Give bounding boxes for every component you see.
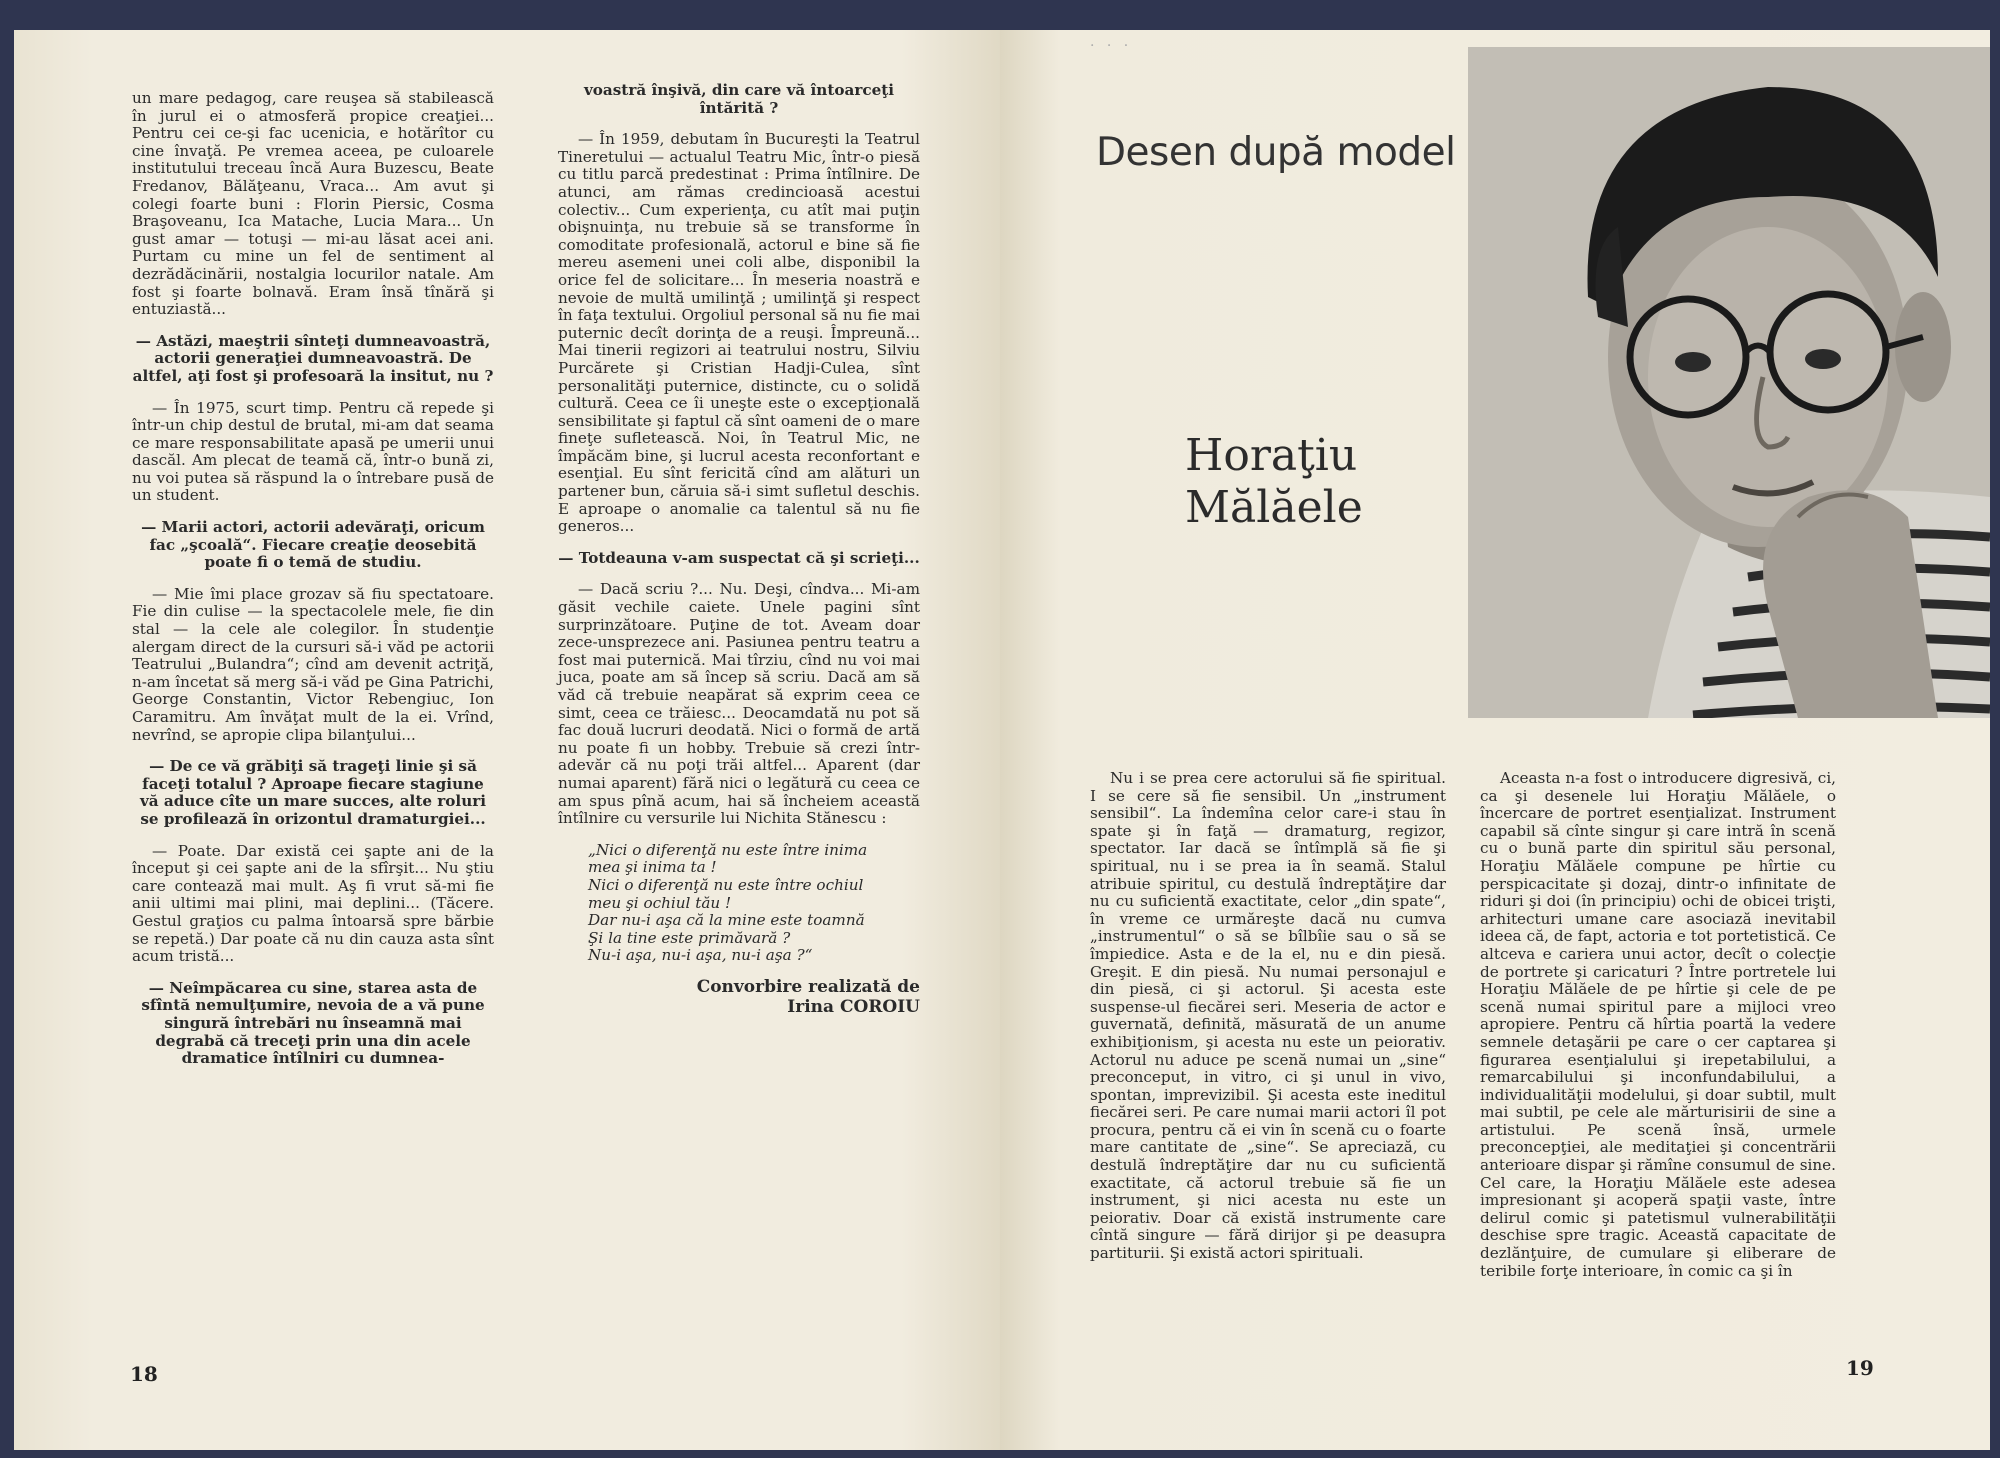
right-column-1	[1090, 770, 1446, 1263]
page-number-left: 18	[130, 1362, 158, 1386]
interview-question: — Totdeauna v-am suspectat că şi scrieţi...	[558, 548, 920, 567]
interview-answer: — Dacă scriu ?... Nu. Deşi, cîndva... Mi-am găsit vechile caiete. Unele pagini sînt surprinzătoare. Puţine de tot. Aveam doar zece-unsprezece ani. Pasiunea pentru teatru a fost mai puternică. Mai tîrziu, cînd nu voi mai juca, poate am să încep să scriu. Dacă am să văd că trebuie neapărat să exprim ceea ce simt, ceea ce trăiesc... Deocamdată nu pot să fac două lucruri deodată. Nici o formă de artă nu poate fi un hobby. Trebuie să crezi într-adevăr că nu poţi trăi altfel... Aparent (dar numai aparent) fără nici o legătură cu ceea ce am spus pînă acum, hai să încheiem această întîlnire cu versurile lui Nichita Stănescu :	[558, 580, 920, 828]
poem-line: „Nici o diferenţă nu este între inima	[588, 840, 868, 859]
interview-answer: — În 1959, debutam în Bucureşti la Teatrul Tineretului — actualul Teatru Mic, într-o piesă cu titlu parcă predestinat : Prima întîlnire. De atunci, am rămas credincioasă acestui colectiv... Cum experienţa, cu atît mai puţin obişnuinţa, nu trebuie să se transforme în comoditate profesională, actorul e bine să fie mereu asemeni unei coli albe, disponibil la orice fel de solicitare... În meseria noastră e nevoie de multă umilinţă ; umilinţă şi respect în faţa textului. Orgoliul personal să nu fie mai puternic decît dorinţa de a reuşi. Împreună... Mai tinerii regizori ai teatrului nostru, Silviu Purcărete şi Cristian Hadji-Culea, sînt personalităţi puternice, distincte, cu o solidă cultură. Ceea ce îi uneşte este o excepţională sensibilitate şi faptul că sînt oameni de o mare fineţe sufletească. Noi, în Teatrul Mic, ne împăcăm bine, şi lucrul acesta reconfortant e esenţial. Eu sînt fericită cînd am alături un partener bun, căruia să-i simt sufletul deschis. E aproape o anomalie ca talentul să nu fie generos...	[558, 130, 920, 536]
interview-question: — Marii actori, actorii adevăraţi, oricum fac „şcoală“. Fiecare creaţie deosebită poate fi o temă de studiu.	[141, 518, 485, 572]
poem-line: Nu-i aşa, nu-i aşa, nu-i aşa ?“	[588, 946, 813, 965]
article-heading: Desen după model	[1096, 130, 1456, 175]
right-column-2	[1480, 770, 1836, 1280]
interview-answer: — În 1975, scurt timp. Pentru că repede şi într-un chip destul de brutal, mi-am dat seama ce mare responsabilitate apasă pe umerii unui dascăl. Am plecat de teamă că, într-o bună zi, nu voi putea să răspund la o întrebare pusă de un student.	[132, 398, 494, 505]
portrait-image	[1468, 47, 1990, 718]
left-column-2	[558, 82, 920, 1017]
interview-question: voastră înşivă, din care vă întoarceţi întărită ?	[583, 81, 895, 117]
interview-answer: — Poate. Dar există cei şapte ani de la început şi cei şapte ani de la sfîrşit... Nu ştiu care contează mai mult. Aş fi vrut să-mi fie anii ultimi mai plini, mai deplini... (Tăcere. Gestul graţios cu palma întoarsă spre bărbie se repetă.) Dar poate că nu din cauza asta sînt acum tristă...	[132, 841, 494, 966]
interview-answer: — Mie îmi place grozav să fiu spectatoare. Fie din culise — la spectacolele mele, fie din stal — la cele ale colegilor. În studenţie alergam direct de la cursuri să-i văd pe actorii Teatrului „Bulandra“; cînd am devenit actriţă, n-am încetat să merg să-i văd pe Gina Patrichi, George Constantin, Victor Rebengiuc, Ion Caramitru. Am învăţat mult de la ei. Vrînd, nevrînd, se apropie clipa bilanţului...	[132, 584, 494, 744]
right-page	[1000, 30, 1990, 1450]
left-column-1	[132, 90, 494, 1082]
signature-author: Irina COROIU	[787, 996, 920, 1017]
poem-line: Dar nu-i aşa că la mine este toamnă	[588, 911, 865, 930]
signature-line: Convorbire realizată de	[696, 976, 920, 997]
interview-question: — De ce vă grăbiţi să trageţi linie şi să faceţi totalul ? Aproape fiecare stagiune vă aduce cîte un mare succes, alte roluri se profilează în orizontul dramaturgiei...	[139, 757, 487, 828]
artist-name: Horaţiu Mălăele	[1185, 430, 1363, 533]
faint-print-mark: · · ·	[1090, 38, 1133, 54]
poem-line: mea şi inima ta !	[588, 858, 717, 877]
poem-line: Şi la tine este primăvară ?	[588, 928, 791, 947]
interview-question: — Astăzi, maeştrii sînteţi dumneavoastră, actorii generaţiei dumneavoastră. De altfel, aţi fost şi profesoară la insitut, nu ?	[132, 331, 494, 385]
essay-paragraph: Nu i se prea cere actorului să fie spiritual. I se cere să fie sensibil. Un „instrument sensibil“. La îndemîna celor care-i stau în spate şi în faţă — dramaturg, regizor, spectator. Iar dacă se întîmplă să fie şi spiritual, nu i se prea ia în seamă. Stalul atribuie spiritul, cu destulă îndreptăţire dar nu cu suficientă exactitate, celor „din spate“, în vreme ce urmăreşte dacă nu cumva „instrumentul“ o să se bîlbîie sau o să se împiedice. Asta e de la el, nu e din piesă. Greşit. E din piesă. Nu numai personajul e din piesă, ci şi actorul. Şi acesta este suspense-ul fiecărei seri. Meseria de actor e guvernată, definită, măsurată de un anume exhibiţionism, şi acesta nu este un peiorativ. Actorul nu aduce pe scenă numai un „sine“ preconceput, in vitro, ci şi unul in vivo, spontan, imprevizibil. Şi acesta este ineditul fiecărei seri. Pe care numai marii actori îl pot procura, pentru că ei vin în scenă cu o foarte mare cantitate de „sine“. Se apreciază, cu destulă îndreptăţire dar nu cu suficientă exactitate, că actorul trebuie să fie un instrument, şi nici acesta nu este un peiorativ. Doar că există instrumente care cîntă singure — fără dirijor şi pe deasupra partiturii. Şi există actori spirituali.	[1090, 769, 1446, 1263]
interview-question: — Neîmpăcarea cu sine, starea asta de sfîntă nemulţumire, nevoia de a vă pune singură întrebări nu înseamnă mai degrabă că treceţi prin una din acele dramatice întîlniri cu dumnea-	[141, 978, 485, 1068]
left-page	[14, 30, 1000, 1450]
interview-signature	[558, 977, 920, 1017]
poem-line: Nici o diferenţă nu este între ochiul	[588, 875, 864, 894]
poem-line: meu şi ochiul tău !	[588, 893, 732, 912]
interview-answer: un mare pedagog, care reuşea să stabilească în jurul ei o atmosferă propice creaţiei... Pentru cei ce-şi fac ucenicia, e hotărîtor cu cine învaţă. Pe vremea aceea, pe culoarele institutului treceau încă Aura Buzescu, Beate Fredanov, Bălăţeanu, Vraca... Am avut şi colegi foarte buni : Florin Piersic, Cosma Braşoveanu, Ica Matache, Lucia Mara... Un gust amar — totuşi — mi-au lăsat acei ani. Purtam cu mine un fel de sentiment al dezrădăcinării, nostalgia locurilor natale. Am fost şi foarte bolnavă. Eram însă tînără şi entuziastă...	[132, 89, 494, 319]
essay-paragraph: Aceasta n-a fost o introducere digresivă, ci, ca şi desenele lui Horaţiu Mălăele, o încercare de portret esenţializat. Instrument capabil să cînte singur şi care intră în scenă cu o bună parte din spiritul său personal, Horaţiu Mălăele compune pe hîrtie cu perspicacitate şi dozaj, dintr-o infinitate de riduri şi doi (în principiu) ochi de obicei trişti, arhitecturi umane care asociază inevitabil ideea că, de fapt, actoria e tot portetistică. Ce altceva e cariera unui actor, decît o colecţie de portrete şi caricaturi ? Între portretele lui Horaţiu Mălăele de pe hîrtie şi cele de pe scenă numai spiritul pare a mijloci vreo apropiere. Pentru că hîrtia poartă la vedere semnele detaşării pe care o cer captarea şi figurarea esenţialului şi irepetabilului, a remarcabilului şi inconfundabilului, a individualităţii modelului, şi doar subtil, mult mai subtil, pe cele ale mărturisirii de sine a artistului. Pe scenă însă, urmele preconcepţiei, ale meditaţiei şi concentrării anterioare dispar şi rămîne consumul de sine. Cel care, la Horaţiu Mălăele este adesea impresionant şi acoperă spaţii vaste, între delirul comic şi patetismul vulnerabilităţii deschise spre tragic. Această capacitate de dezlănţuire, de cumulare şi eliberare de teribile forţe interioare, în comic ca şi în	[1480, 769, 1836, 1280]
page-number-right: 19	[1846, 1356, 1874, 1380]
poem-quote	[588, 842, 920, 965]
portrait-photo	[1468, 47, 1990, 718]
